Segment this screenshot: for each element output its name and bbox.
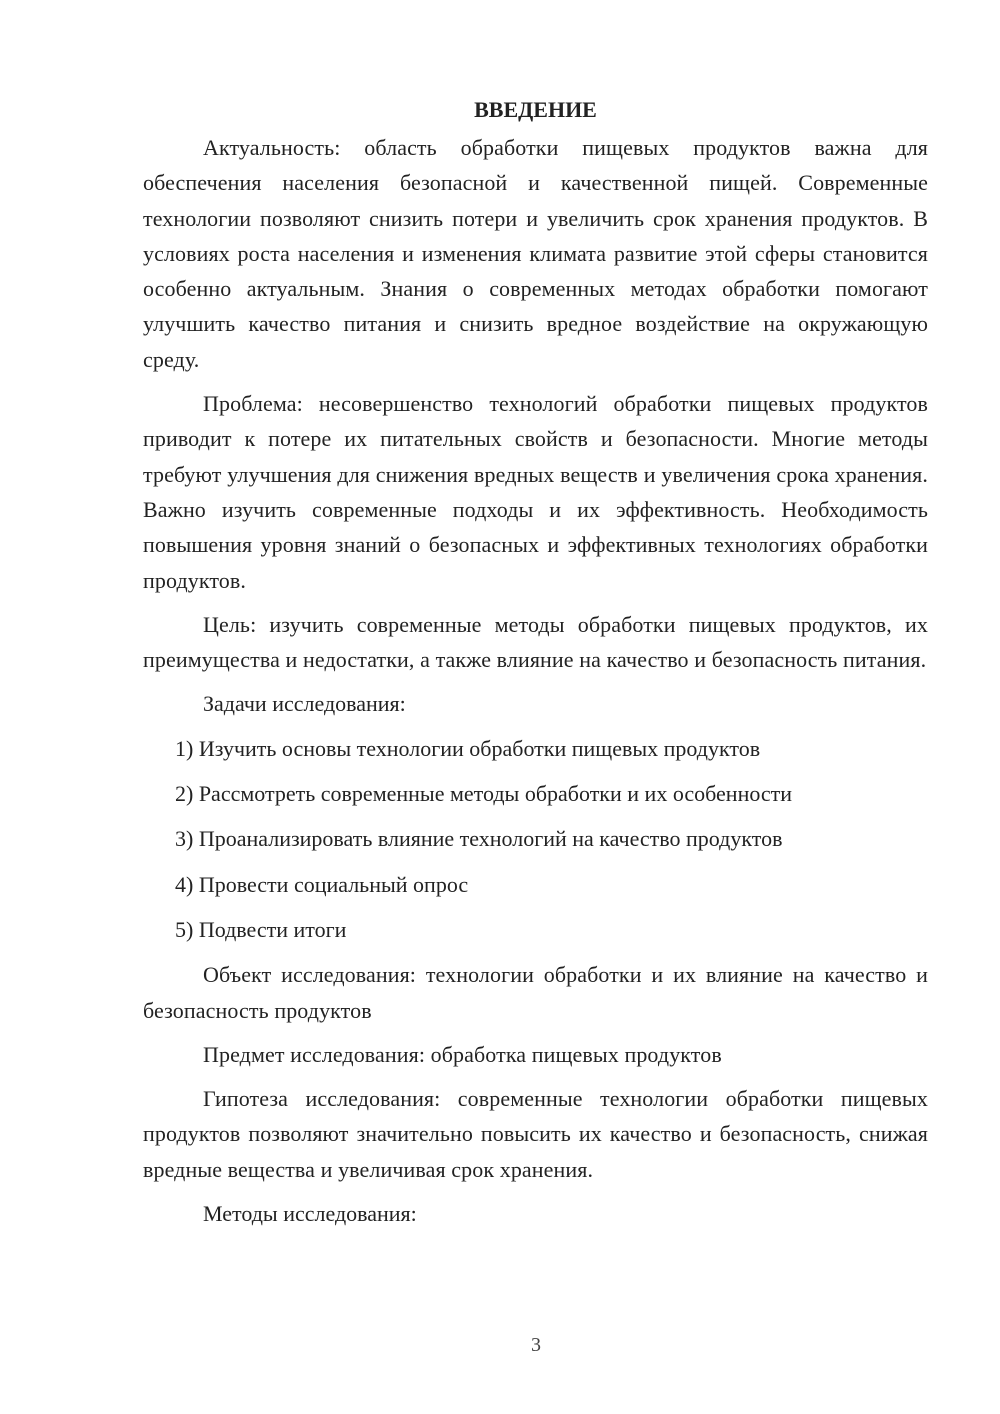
section-heading: ВВЕДЕНИЕ: [474, 97, 597, 122]
tasks-title: Задачи исследования:: [203, 691, 406, 717]
list-item: 1) Изучить основы технологии обработки пищевых продуктов: [175, 735, 761, 761]
paragraph-object: Объект исследования: технологии обработки и их влияние на качество и безопасность продуктов: [143, 962, 928, 1023]
paragraph-goal: Цель: изучить современные методы обработки пищевых продуктов, их преимущества и недостатки, а также влияние на качество и безопасность питания.: [143, 611, 928, 673]
paragraph-hypothesis: Гипотеза исследования: современные технологии обработки пищевых продуктов позволяют значительно повысить их качество и безопасность, снижая вредные вещества и увеличивая срок хранения.: [143, 1086, 928, 1182]
list-item: 3) Проанализировать влияние технологий на качество продуктов: [175, 826, 783, 852]
list-item: 2) Рассмотреть современные методы обработки и их особенности: [175, 781, 793, 807]
paragraph-subject: Предмет исследования: обработка пищевых продуктов: [203, 1041, 722, 1067]
paragraph-problem: Проблема: несовершенство технологий обработки пищевых продуктов приводит к потере их питательных свойств и безопасности. Многие методы требуют улучшения для снижения вредных веществ и увеличения срока хранения. Важно изучить современные подходы и их эффективность. Необходимость повышения уровня знаний о безопасных и эффективных технологиях обработки продуктов.: [143, 391, 928, 593]
page-content: [143, 94, 928, 1231]
methods-title: Методы исследования:: [203, 1201, 417, 1227]
list-item: 4) Провести социальный опрос: [175, 871, 469, 897]
tasks-list: [143, 731, 928, 947]
list-item: 5) Подвести итоги: [175, 916, 347, 942]
page-number: 3: [531, 1334, 541, 1356]
paragraph-relevance: Актуальность: область обработки пищевых продуктов важна для обеспечения населения безопасной и качественной пищей. Современные технологии позволяют снизить потери и увеличить срок хранения продуктов. В условиях роста населения и изменения климата развитие этой сферы становится особенно актуальным. Знания о современных методах обработки помогают улучшить качество питания и снизить вредное воздействие на окружающую среду.: [143, 135, 928, 372]
